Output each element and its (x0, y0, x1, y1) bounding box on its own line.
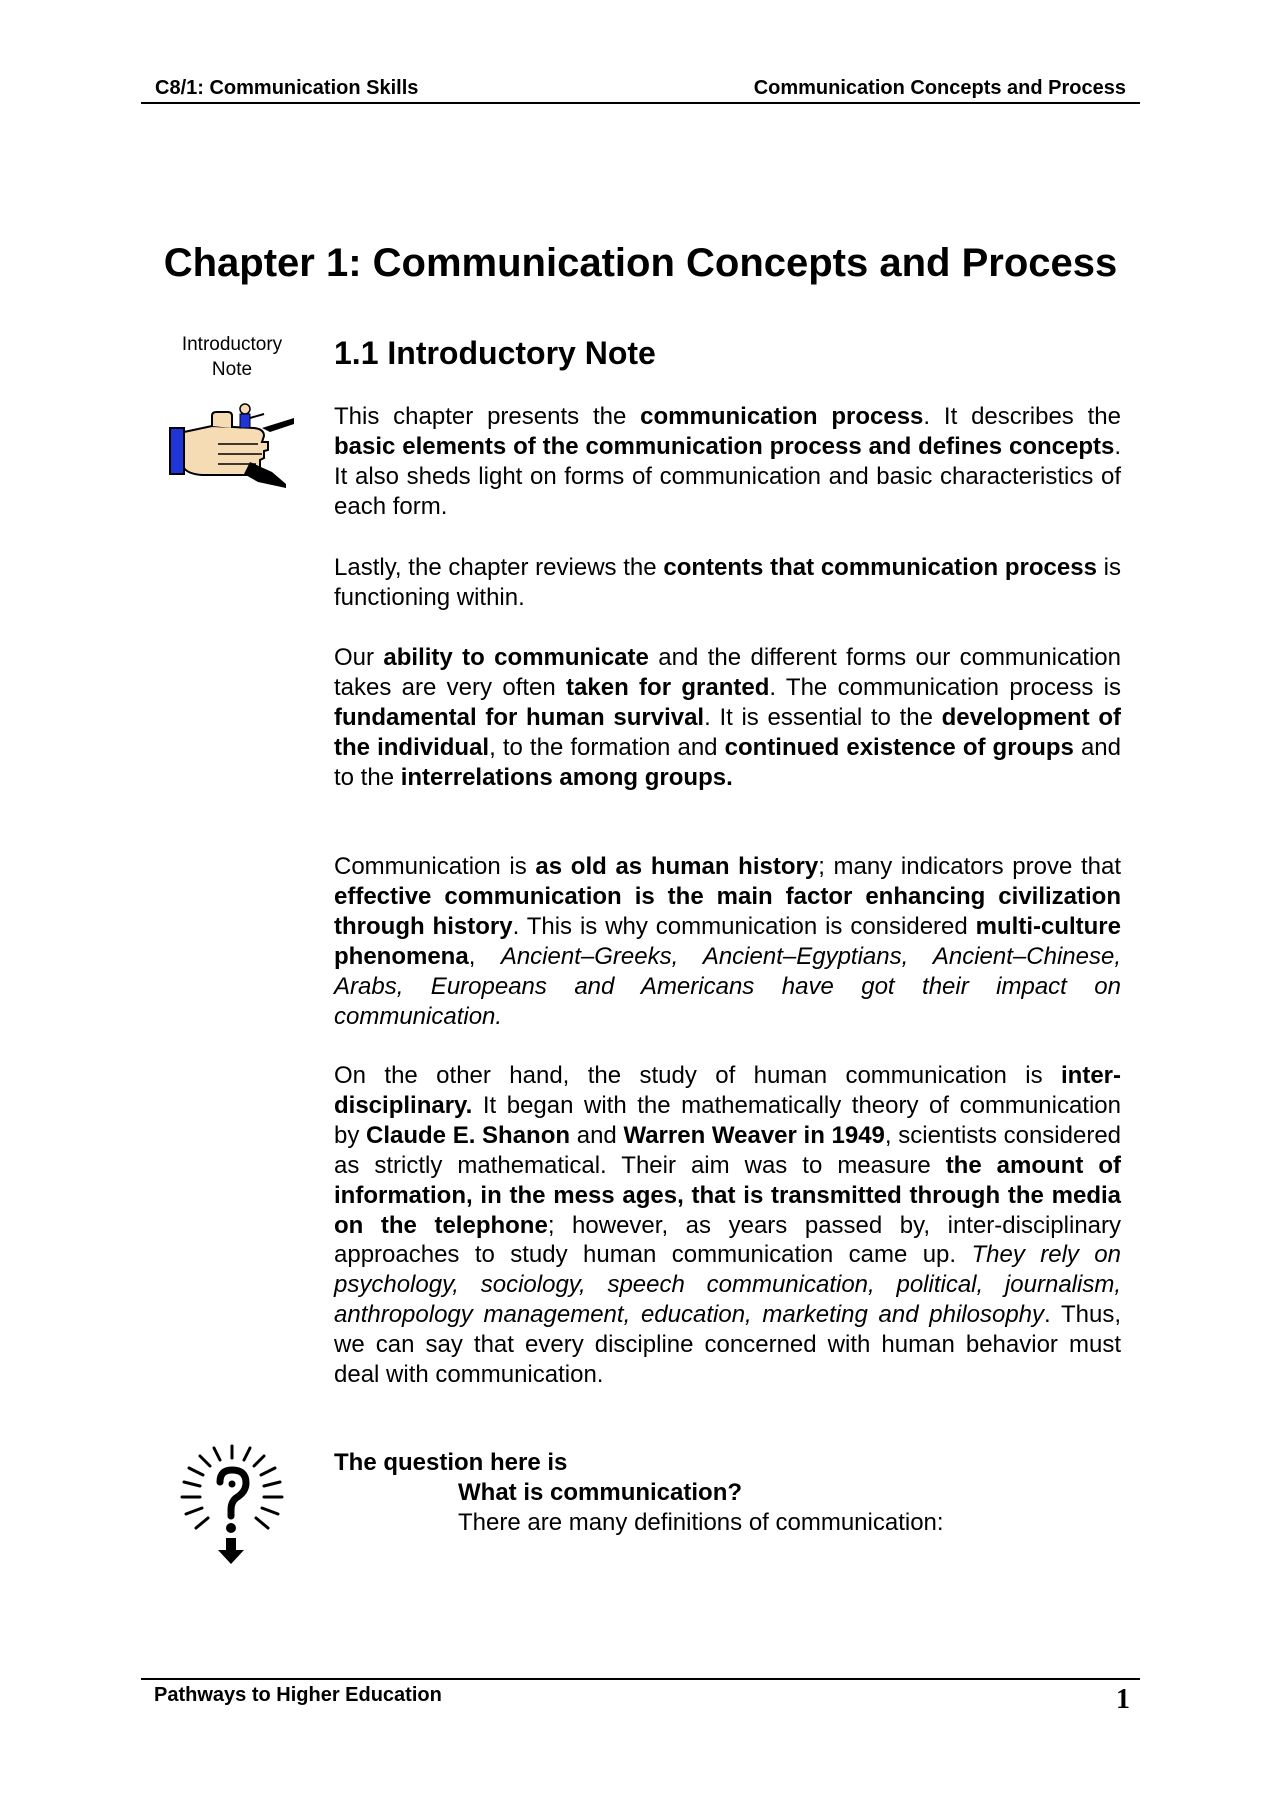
paragraph-lastly: Lastly, the chapter reviews the contents that communication process is functioning within. (334, 554, 1122, 611)
margin-note (168, 332, 296, 382)
question-mark-burst-icon (176, 1444, 288, 1568)
header-chapter-name: Communication Concepts and Process (753, 77, 1126, 99)
question-main: What is communication? (458, 1479, 743, 1506)
paragraph-intro: This chapter presents the communication process. It describes the basic elements of the communication process and defines concepts. It also sheds light on forms of communication and basic characteristics of each form. (334, 403, 1121, 520)
margin-note-line-1: Introductory (181, 334, 283, 355)
page-number: 1 (1116, 1684, 1130, 1715)
chapter-title: Chapter 1: Communication Concepts and Process (163, 241, 1118, 285)
footer-title: Pathways to Higher Education (154, 1684, 442, 1706)
margin-note-line-2: Note (211, 359, 253, 380)
question-sub: There are many definitions of communication: (458, 1509, 944, 1536)
footer-rule (141, 1678, 1140, 1680)
section-heading: 1.1 Introductory Note (334, 335, 656, 371)
running-header (141, 74, 1140, 104)
paragraph-ability: Our ability to communicate and the different forms our communication takes are very often taken for granted. The communication process is fundamental for human survival. It is essential to the development of the individual, to the formation and continued existence of groups and to the interrelations among groups. (334, 644, 1121, 791)
paragraph-interdisciplinary: On the other hand, the study of human communication is inter-disciplinary. It began with the mathematically theory of communication by Claude E. Shanon and Warren Weaver in 1949, scientists considered as strictly mathematical. Their aim was to measure the amount of information, in the mess ages, that is transmitted through the media on the telephone; however, as years passed by, inter-disciplinary approaches to study human communication came up. They rely on psychology, sociology, speech communication, political, journalism, anthropology management, education, marketing and philosophy. Thus, we can say that every discipline concerned with human behavior must deal with communication. (334, 1062, 1122, 1389)
paragraph-history: Communication is as old as human history; many indicators prove that effective communication is the main factor enhancing civilization through history. This is why communication is considered multi-culture phenomena, Ancient–Greeks, Ancient–Egyptians, Ancient–Chinese, Arabs, Europeans and Americans have got their impact on communication. (334, 853, 1122, 1030)
question-lead: The question here is (334, 1449, 568, 1476)
pointing-hand-icon (168, 402, 294, 490)
header-course-code: C8/1: Communication Skills (155, 77, 419, 99)
